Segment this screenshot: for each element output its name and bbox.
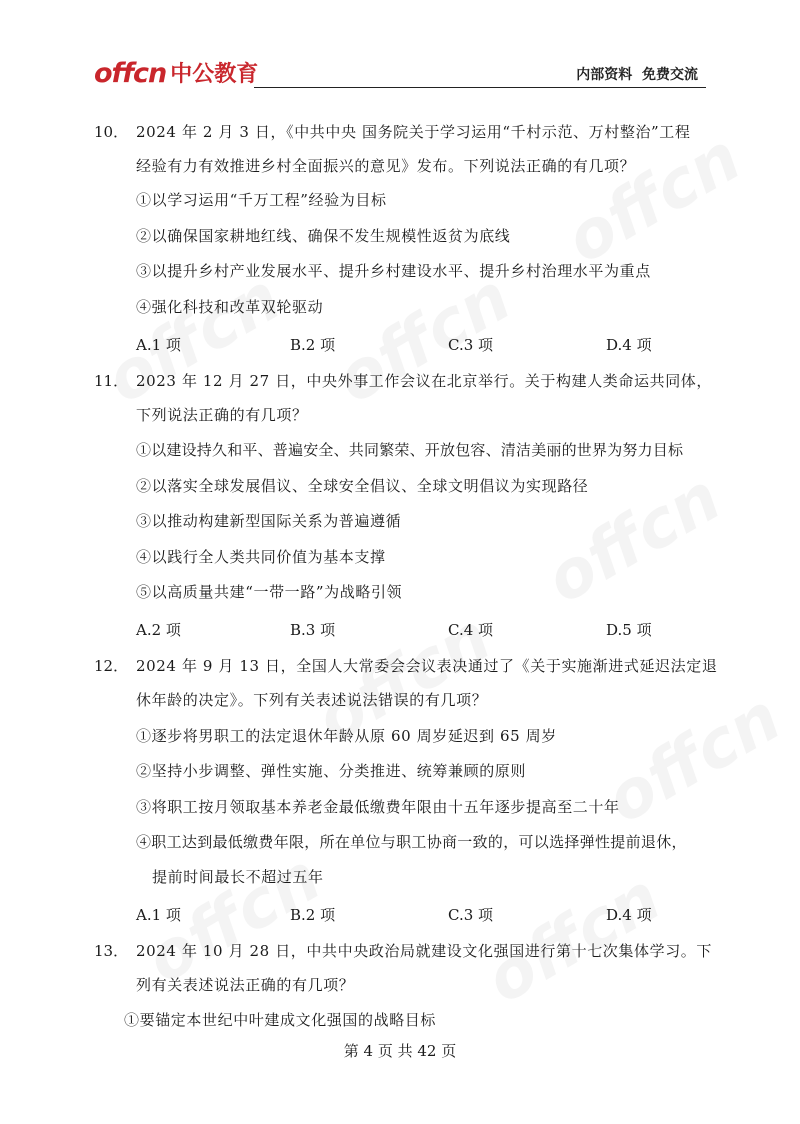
answer-option-d: D.4 项 bbox=[606, 336, 652, 354]
question-stem: 休年龄的决定》。下列有关表述说法错误的有几项？ bbox=[136, 691, 488, 709]
watermark bbox=[473, 859, 673, 1019]
question-stem: 列有关表述说法正确的有几项？ bbox=[136, 976, 355, 994]
question-stem: 经验有力有效推进乡村全面振兴的意见》发布。下列说法正确的有几项？ bbox=[136, 157, 636, 175]
answer-option-c: C.3 项 bbox=[448, 906, 494, 924]
question-item: ②以确保国家耕地红线、确保不发生规模性返贫为底线 bbox=[136, 227, 511, 245]
watermark bbox=[323, 259, 523, 419]
answer-option-a: A.1 项 bbox=[136, 906, 181, 924]
question-stem: 2024 年 9 月 13 日，全国人大常委会会议表决通过了《关于实施渐进式延迟法定退 bbox=[136, 657, 718, 675]
question-number: 13． bbox=[94, 942, 129, 960]
question-stem: 下列说法正确的有几项？ bbox=[136, 406, 308, 424]
question-number: 12． bbox=[94, 657, 129, 675]
answer-option-b: B.3 项 bbox=[290, 621, 336, 639]
answer-option-a: A.1 项 bbox=[136, 336, 181, 354]
watermark bbox=[553, 119, 753, 279]
question-item: 提前时间最长不超过五年 bbox=[152, 868, 324, 886]
question-stem: 2024 年 10 月 28 日，中共中央政治局就建设文化强国进行第十七次集体学习。下 bbox=[136, 942, 712, 960]
answer-option-d: D.5 项 bbox=[606, 621, 652, 639]
question-item: ①以建设持久和平、普遍安全、共同繁荣、开放包容、清洁美丽的世界为努力目标 bbox=[136, 441, 684, 459]
question-item: ②坚持小步调整、弹性实施、分类推进、统筹兼顾的原则 bbox=[136, 762, 527, 780]
answer-option-b: B.2 项 bbox=[290, 906, 336, 924]
answer-option-a: A.2 项 bbox=[136, 621, 181, 639]
answer-option-c: C.4 项 bbox=[448, 621, 494, 639]
answer-option-b: B.2 项 bbox=[290, 336, 336, 354]
answer-option-d: D.4 项 bbox=[606, 906, 652, 924]
question-item: ③以提升乡村产业发展水平、提升乡村建设水平、提升乡村治理水平为重点 bbox=[136, 262, 651, 280]
header-rule bbox=[254, 87, 706, 88]
question-item: ③以推动构建新型国际关系为普遍遵循 bbox=[136, 512, 402, 530]
question-item: ①要锚定本世纪中叶建成文化强国的战略目标 bbox=[124, 1011, 437, 1029]
watermark bbox=[593, 679, 793, 839]
question-item: ①逐步将男职工的法定退休年龄从原 60 周岁延迟到 65 周岁 bbox=[136, 727, 557, 745]
question-item: ②以落实全球发展倡议、全球安全倡议、全球文明倡议为实现路径 bbox=[136, 477, 589, 495]
logo-cn-text: 中公教育 bbox=[170, 62, 259, 87]
question-stem: 2024 年 2 月 3 日，《中共中央 国务院关于学习运用“千村示范、万村整治”工程 bbox=[136, 123, 691, 141]
question-item: ③将职工按月领取基本养老金最低缴费年限由十五年逐步提高至二十年 bbox=[136, 798, 620, 816]
question-item: ④以践行全人类共同价值为基本支撑 bbox=[136, 548, 386, 566]
header-note: 内部资料 免费交流 bbox=[576, 67, 698, 83]
question-item: ①以学习运用“千万工程”经验为目标 bbox=[136, 191, 387, 209]
logo-en-text: offcn bbox=[94, 58, 167, 89]
page-header bbox=[94, 58, 706, 94]
page-footer: 第 4 页 共 42 页 bbox=[343, 1042, 457, 1060]
answer-option-c: C.3 项 bbox=[448, 336, 494, 354]
offcn-logo bbox=[94, 58, 258, 88]
question-stem: 2023 年 12 月 27 日，中央外事工作会议在北京举行。关于构建人类命运共同体， bbox=[136, 372, 712, 390]
question-item: ④强化科技和改革双轮驱动 bbox=[136, 298, 324, 316]
question-item: ⑤以高质量共建“一带一路”为战略引领 bbox=[136, 583, 403, 601]
question-item: ④职工达到最低缴费年限，所在单位与职工协商一致的，可以选择弹性提前退休， bbox=[136, 833, 687, 851]
watermark bbox=[93, 259, 293, 419]
question-number: 10． bbox=[94, 123, 129, 141]
question-number: 11． bbox=[94, 372, 129, 390]
